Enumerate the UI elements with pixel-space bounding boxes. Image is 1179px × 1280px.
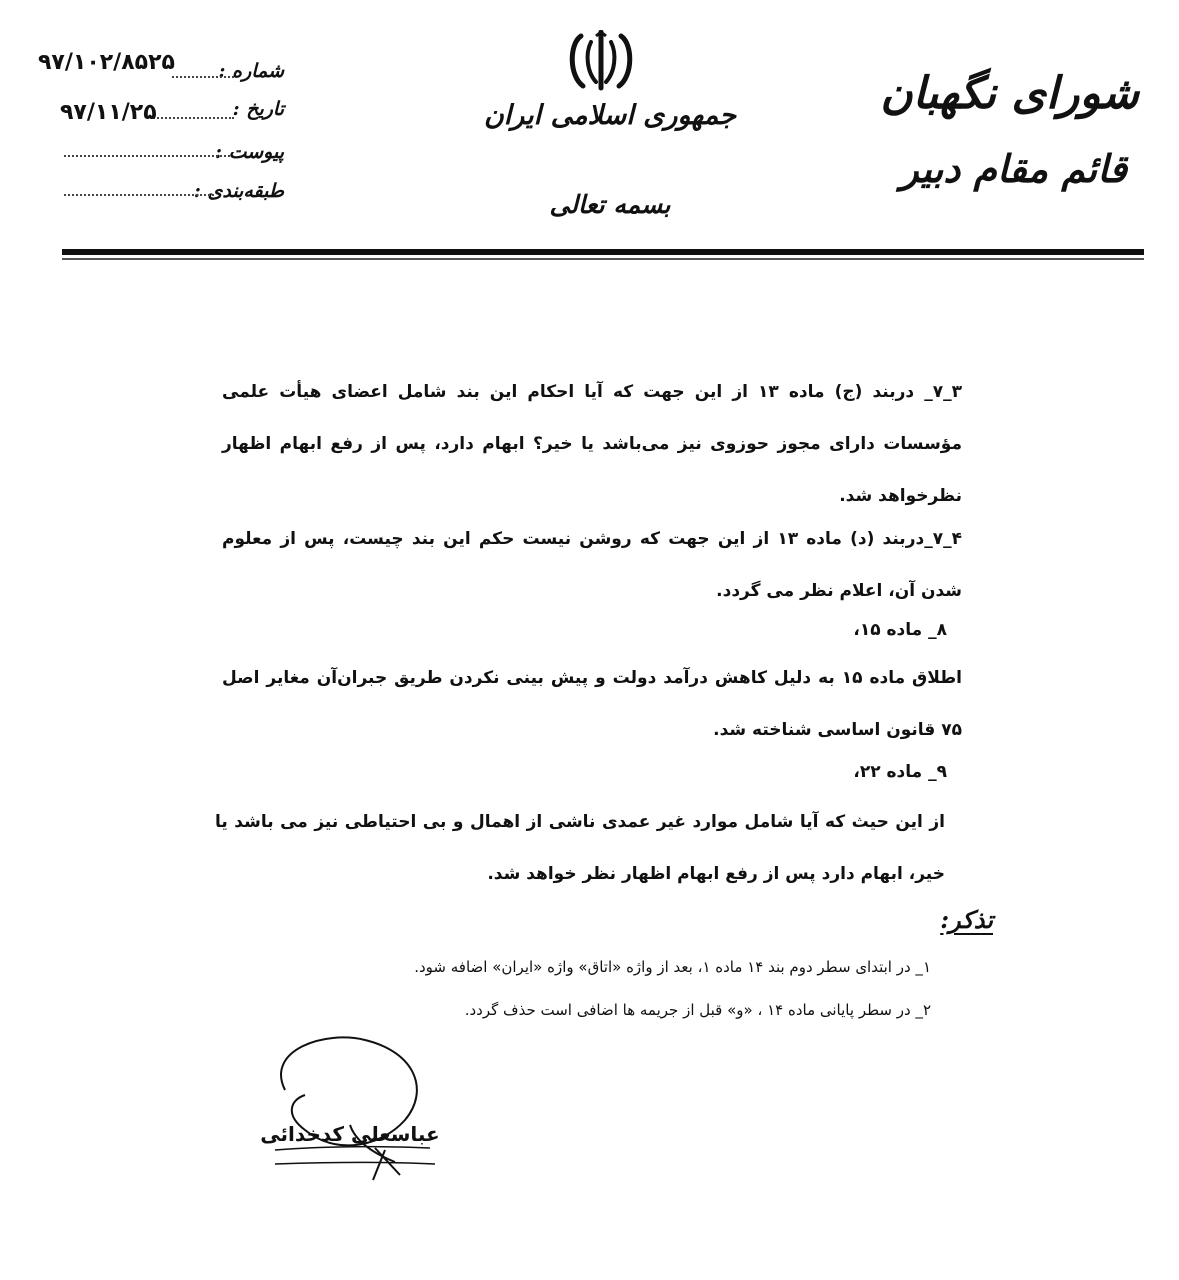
- republic-title: جمهوری اسلامی ایران: [483, 100, 737, 131]
- attachment-dotted-line: [64, 155, 230, 157]
- iran-emblem-icon: [565, 30, 637, 92]
- signer-name: عباسعلی کدخدائی: [260, 1122, 440, 1146]
- notes-heading: تذکر:: [940, 905, 993, 934]
- date-dotted-line: [150, 117, 234, 119]
- note-item: ۲_ در سطر پایانی ماده ۱۴ ، «و» قبل از جریمه ها اضافی است حذف گردد.: [464, 1001, 931, 1019]
- office-title: قائم مقام دبیر: [900, 146, 1127, 191]
- header-divider-thin: [62, 258, 1144, 260]
- item-7-3: ۳_۷_ دربند (ج) ماده ۱۳ از این جهت که آیا احکام این بند شامل اعضای هیأت علمی مؤسسات دارای مجوز حوزوی نیز می‌باشد یا خیر؟ ابهام دارد، پس از رفع ابهام اظهار نظرخواهد شد.: [222, 382, 962, 506]
- item-9-heading: ۹_ ماده ۲۲،: [853, 762, 947, 782]
- letter-number: ۹۷/۱۰۲/۸۵۲۵: [38, 50, 175, 75]
- item-8-text: اطلاق ماده ۱۵ به دلیل کاهش درآمد دولت و پیش بینی نکردن طریق جبران‌آن مغایر اصل ۷۵ قانون اساسی شناخته شد.: [222, 668, 963, 740]
- item-7-4: ۴_۷_دربند (د) ماده ۱۳ از این جهت که روشن نیست حکم این بند چیست، پس از معلوم شدن آن، اعلام نظر می گردد.: [222, 529, 962, 601]
- header-divider: [62, 249, 1144, 255]
- number-label: شماره :: [218, 60, 284, 82]
- number-dotted-line: [172, 76, 234, 78]
- item-8-heading: ۸_ ماده ۱۵،: [853, 620, 947, 640]
- basmala: بسمه تعالی: [549, 190, 671, 219]
- handwritten-signature: [255, 1030, 455, 1190]
- date-label: تاریخ :: [232, 98, 284, 120]
- letter-date: ۹۷/۱۱/۲۵: [60, 100, 157, 125]
- organization-name: شورای نگهبان: [880, 68, 1139, 119]
- attachment-label: پیوست :: [214, 141, 284, 163]
- item-9-text: از این حیث که آیا شامل موارد غیر عمدی ناشی از اهمال و بی احتیاطی نیز می باشد یا خیر، ابهام دارد پس از رفع ابهام اظهار نظر خواهد شد.: [215, 812, 945, 884]
- classification-label: طبقه‌بندی :: [193, 180, 284, 202]
- classification-dotted-line: [64, 194, 214, 196]
- note-item: ۱_ در ابتدای سطر دوم بند ۱۴ ماده ۱، بعد از واژه «اتاق» واژه «ایران» اضافه شود.: [414, 958, 931, 976]
